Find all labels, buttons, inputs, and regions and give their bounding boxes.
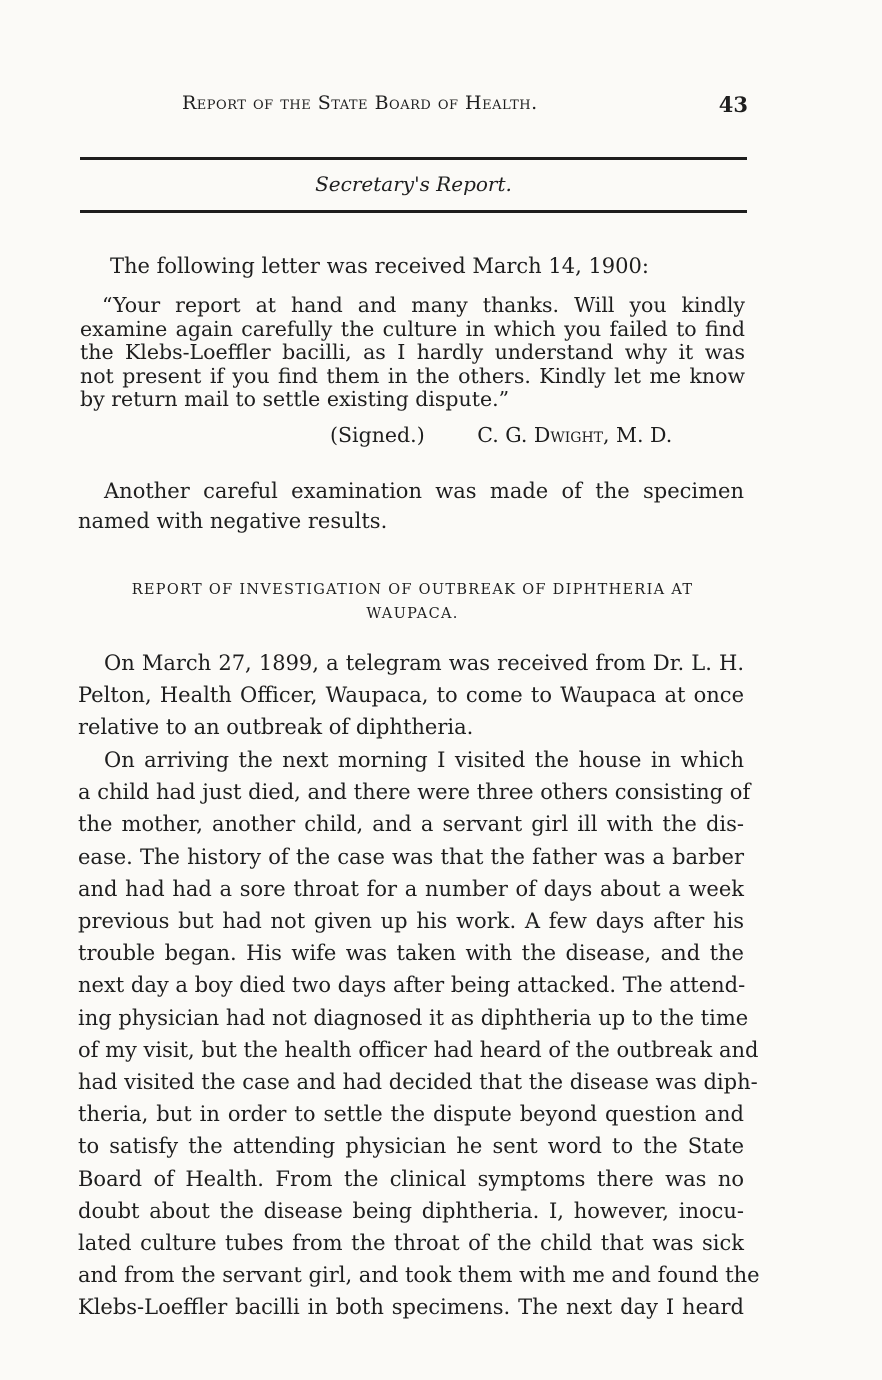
letter-line: by return mail to settle existing dispute.” — [80, 387, 510, 412]
followup-line: Another careful examination was made of the specimen — [104, 479, 744, 503]
body-line: Pelton, Health Officer, Waupaca, to come to Waupaca at once — [78, 683, 744, 707]
report-title-line: REPORT OF INVESTIGATION OF OUTBREAK OF DIPHTHERIA AT — [131, 582, 694, 598]
body-line: and from the servant girl, and took them with me and found the — [78, 1263, 760, 1288]
report-title — [80, 578, 745, 626]
body-line: lated culture tubes from the throat of the child that was sick — [78, 1231, 744, 1256]
signer-name: C. G. Dwight, M. D. — [477, 423, 673, 447]
followup-line: named with negative results. — [78, 509, 388, 533]
body-line: a child had just died, and there were three others consisting of — [78, 780, 751, 805]
body-line: previous but had not given up his work. A few days after his — [78, 909, 744, 934]
body-line: doubt about the disease being diphtheria. I, however, inocu- — [78, 1198, 744, 1223]
running-title: Report of the State Board of Health. — [182, 92, 538, 114]
body-line: and had had a sore throat for a number of days about a week — [78, 876, 744, 901]
body-line: theria, but in order to settle the dispute beyond question and — [78, 1102, 744, 1127]
letter-line: examine again carefully the culture in which you failed to find — [80, 316, 745, 341]
body-line: On March 27, 1899, a telegram was received from Dr. L. H. — [104, 651, 744, 675]
intro-text: The following letter was received March 14, 1900: — [110, 254, 649, 278]
letter-signature — [330, 423, 672, 447]
body-line: relative to an outbreak of diphtheria. — [78, 715, 474, 739]
body-paragraph-2 — [78, 744, 760, 1324]
body-line: had visited the case and had decided that the disease was diph- — [78, 1070, 758, 1095]
running-head — [80, 92, 750, 122]
report-title-line: WAUPACA. — [366, 606, 459, 622]
body-line: Klebs-Loeffler bacilli in both specimens. The next day I heard — [78, 1295, 744, 1320]
body-line: Board of Health. From the clinical symptoms there was no — [78, 1166, 744, 1191]
letter-line: not present if you find them in the others. Kindly let me know — [80, 363, 745, 388]
body-line: of my visit, but the health officer had heard of the outbreak and — [78, 1037, 759, 1062]
letter-line: “Your report at hand and many thanks. Will you kindly — [102, 293, 745, 317]
rule-bottom — [80, 210, 747, 213]
body-line: On arriving the next morning I visited the house in which — [104, 748, 744, 772]
body-line: ease. The history of the case was that the father was a barber — [78, 844, 744, 869]
quoted-letter — [80, 294, 745, 412]
signed-label: (Signed.) — [330, 423, 425, 447]
rule-top — [80, 157, 747, 160]
body-line: to satisfy the attending physician he sent word to the State — [78, 1134, 744, 1159]
body-line: trouble began. His wife was taken with the disease, and the — [78, 941, 744, 966]
followup-paragraph — [78, 476, 744, 536]
page-number: 43 — [718, 92, 748, 117]
letter-line: the Klebs-Loeffler bacilli, as I hardly understand why it was — [80, 340, 745, 365]
body-line: ing physician had not diagnosed it as diphtheria up to the time — [78, 1005, 749, 1030]
section-heading: Secretary's Report. — [315, 172, 512, 196]
intro-line — [78, 250, 744, 282]
body-paragraph-1 — [78, 647, 744, 743]
body-line: the mother, another child, and a servant girl ill with the dis- — [78, 812, 744, 837]
body-line: next day a boy died two days after being attacked. The attend- — [78, 973, 746, 998]
